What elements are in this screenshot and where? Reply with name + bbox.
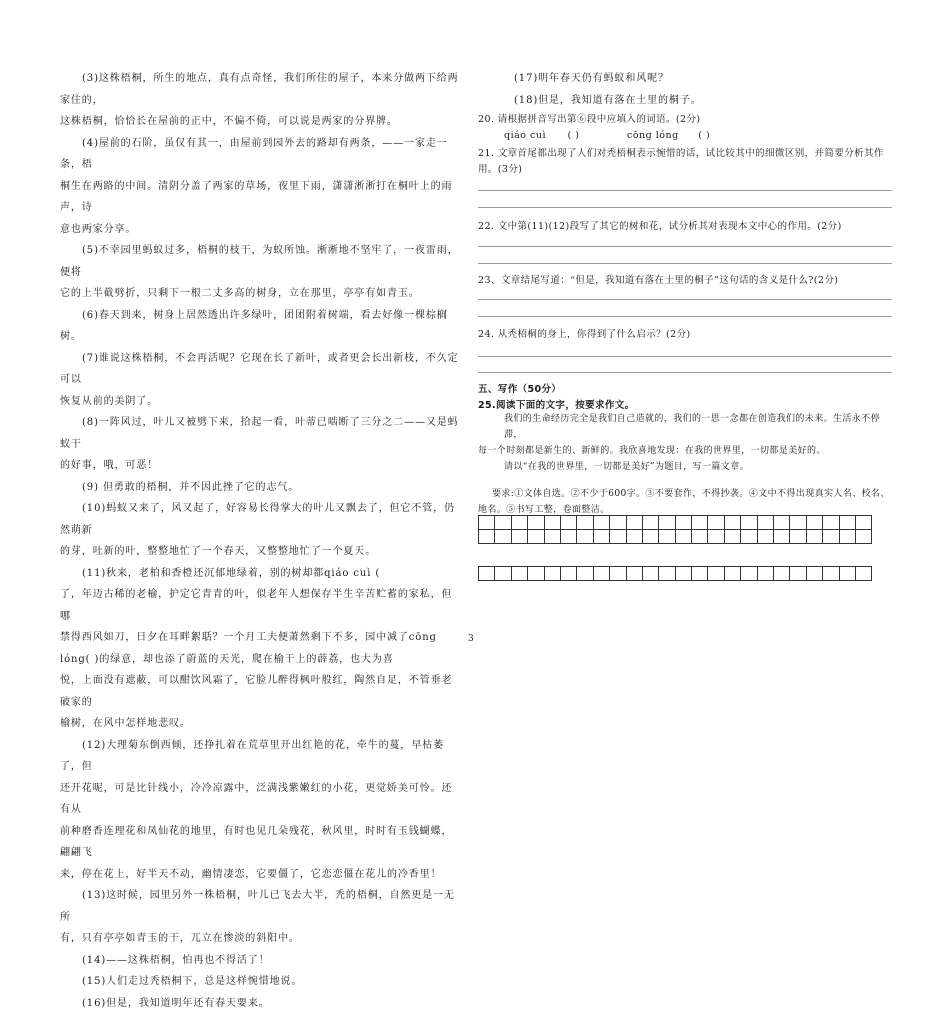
grid-cell[interactable] <box>823 516 839 530</box>
grid-cell[interactable] <box>774 567 790 581</box>
grid-cell[interactable] <box>495 516 511 530</box>
grid-cell[interactable] <box>659 516 675 530</box>
grid-cell[interactable] <box>692 516 708 530</box>
answer-line[interactable] <box>478 356 892 357</box>
grid-cell[interactable] <box>610 516 626 530</box>
answer-line[interactable] <box>478 299 892 300</box>
grid-cell[interactable] <box>790 530 806 544</box>
writing-requirement: 地名。⑤书写工整，卷面整洁。 <box>478 502 610 515</box>
grid-cell[interactable] <box>708 516 724 530</box>
grid-cell[interactable] <box>528 516 544 530</box>
answer-line[interactable] <box>478 263 892 264</box>
grid-cell[interactable] <box>724 530 740 544</box>
grid-cell[interactable] <box>675 530 691 544</box>
answer-blank-2[interactable]: ( ) <box>698 130 710 141</box>
grid-cell[interactable] <box>544 567 560 581</box>
writing-section-title: 五、写作（50分） <box>478 381 561 395</box>
grid-cell[interactable] <box>839 567 855 581</box>
grid-cell[interactable] <box>626 530 642 544</box>
grid-cell[interactable] <box>626 516 642 530</box>
paragraph-first-line: (6)春天到来，树身上居然透出许多绿叶，团团附着树端，看去好像一棵棕榈树。 <box>60 305 462 348</box>
grid-cell[interactable] <box>806 530 822 544</box>
paragraph-line: 前种磨香连理花和凤仙花的地里，有时也见几朵残花，秋风里，时时有玉钱蝴蝶，翩翩飞 <box>60 821 462 864</box>
answer-blank-1[interactable]: ( ) <box>568 130 580 141</box>
reading-passage-left <box>60 68 462 1014</box>
grid-cell[interactable] <box>479 530 495 544</box>
paragraph-line: 这株梧桐，恰恰长在屋前的正中，不偏不倚，可以说是两家的分界牌。 <box>60 111 462 133</box>
question-23: 23、文章结尾写道：“但是，我知道有落在土里的桐子”这句话的含义是什么?(2分) <box>478 272 838 286</box>
paragraph-first-line: (5)不幸园里蚂蚁过多，梧桐的枝干，为蚁所蚀。淅淅地不坚牢了，一夜雷雨，便将 <box>60 240 462 283</box>
grid-cell[interactable] <box>741 530 757 544</box>
grid-cell[interactable] <box>659 530 675 544</box>
paragraph-line: lóng( )的绿意，却也添了蔚蓝的天光，爬在榆干上的薜荔，也大为喜 <box>60 649 462 671</box>
grid-cell[interactable] <box>560 516 576 530</box>
pinyin-2: cōng lóng <box>627 130 679 141</box>
grid-cell[interactable] <box>495 567 511 581</box>
paragraph-18: (18)但是，我知道有落在土里的桐子。 <box>514 90 894 112</box>
grid-cell[interactable] <box>774 516 790 530</box>
grid-cell[interactable] <box>479 516 495 530</box>
grid-cell[interactable] <box>855 567 871 581</box>
prompt-line: 请以“在我的世界里，一切都是美好”为题目，写一篇文章。 <box>478 459 896 475</box>
grid-cell[interactable] <box>839 516 855 530</box>
answer-line[interactable] <box>478 316 892 317</box>
paragraph-first-line: (3)这株梧桐，所生的地点，真有点奇怪，我们所住的屋子，本来分做两下给两家住的， <box>60 68 462 111</box>
paragraph-line: 的芽，吐新的叶，整整地忙了一个春天，又整整地忙了一个夏天。 <box>60 541 462 563</box>
grid-cell[interactable] <box>593 516 609 530</box>
question-22: 22. 文中第(11)(12)段写了其它的树和花，试分析其对表现本文中心的作用。(2分) <box>478 218 842 232</box>
grid-cell[interactable] <box>855 530 871 544</box>
grid-cell[interactable] <box>757 530 773 544</box>
paragraph-17: (17)明年春天仍有蚂蚁和风呢？ <box>514 68 894 90</box>
grid-cell[interactable] <box>659 567 675 581</box>
paragraph-first-line: (11)秋来，老柏和香橙还沉郁地绿着，别的树却都qiáo cuì ( <box>60 563 462 585</box>
paragraph-line: 了，年迈古稀的老榆，护定它青青的叶，似老年人想保存半生辛苦贮蓄的家私，但哪 <box>60 584 462 627</box>
paragraph-line: 桐生在两路的中间。清阴分盖了两家的草场，夜里下雨，潇潇淅淅打在桐叶上的雨声，诗 <box>60 176 462 219</box>
paragraph-first-line: (12)大理菊东倒西倾，还挣扎着在荒草里开出红艳的花，牵牛的蔓，早枯萎了，但 <box>60 735 462 778</box>
grid-cell[interactable] <box>495 530 511 544</box>
question-25-title: 25.阅读下面的文字，按要求作文。 <box>478 397 635 411</box>
grid-cell[interactable] <box>560 530 576 544</box>
grid-cell[interactable] <box>544 530 560 544</box>
grid-cell[interactable] <box>528 530 544 544</box>
grid-cell[interactable] <box>823 567 839 581</box>
grid-cell[interactable] <box>544 516 560 530</box>
grid-cell[interactable] <box>511 516 527 530</box>
grid-cell[interactable] <box>692 530 708 544</box>
prompt-line: 每一个时刻都是新生的、新鲜的。我欣喜地发现：在我的世界里，一切都是美好的。 <box>478 443 896 459</box>
grid-cell[interactable] <box>675 567 691 581</box>
grid-cell[interactable] <box>593 530 609 544</box>
grid-cell[interactable] <box>790 516 806 530</box>
passage-paragraphs <box>60 68 462 1014</box>
writing-prompt <box>478 411 896 475</box>
grid-row <box>479 567 872 581</box>
paragraph-line: 来，停在花上，好半天不动，幽情凄恋，它要僵了，它恋恋僵在花儿的冷香里！ <box>60 864 462 886</box>
grid-cell[interactable] <box>560 567 576 581</box>
grid-cell[interactable] <box>724 516 740 530</box>
paragraph-line: 它的上半截劈折，只剩下一根二丈多高的树身，立在那里，亭亭有如青玉。 <box>60 283 462 305</box>
question-20-pinyin-row <box>504 130 884 141</box>
question-24: 24. 从秃梧桐的身上，你得到了什么启示？(2分) <box>478 326 691 340</box>
paragraph-first-line: (10)蚂蚁又来了，风又起了，好容易长得掌大的叶儿又飘去了，但它不管，仍然萌新 <box>60 498 462 541</box>
paragraph-line: 还开花呢，可是比针线小，冷冷凉露中，泛满浅紫嫩红的小花，更觉娇美可怜。还有从 <box>60 778 462 821</box>
grid-cell[interactable] <box>577 530 593 544</box>
grid-cell[interactable] <box>724 567 740 581</box>
grid-cell[interactable] <box>642 530 658 544</box>
grid-cell[interactable] <box>642 516 658 530</box>
pinyin-1: qiáo cuì <box>504 130 546 141</box>
grid-cell[interactable] <box>741 516 757 530</box>
paragraph-first-line: (8)一阵风过，叶儿又被劈下来，拾起一看，叶蒂已啮断了三分之二——又是蚂蚁干 <box>60 412 462 455</box>
composition-grid[interactable] <box>478 566 872 581</box>
grid-cell[interactable] <box>528 567 544 581</box>
grid-cell[interactable] <box>708 567 724 581</box>
page-number: 3 <box>468 634 474 644</box>
paragraph-first-line: (16)但是，我知道明年还有春天要来。 <box>60 993 462 1014</box>
paragraph-line: 悦，上面没有遮蔽，可以酣饮风霜了，它脸儿醉得枫叶般红，陶然自足，不管垂老破家的 <box>60 670 462 713</box>
grid-cell[interactable] <box>855 516 871 530</box>
question-21: 21. 文章首尾都出现了人们对秃梧桐表示惋惜的话，试比较其中的细微区别，并简要分析其作用。(3分) <box>478 146 892 178</box>
grid-row <box>479 530 872 544</box>
grid-cell[interactable] <box>577 516 593 530</box>
grid-cell[interactable] <box>626 567 642 581</box>
grid-cell[interactable] <box>692 567 708 581</box>
grid-cell[interactable] <box>790 567 806 581</box>
answer-line[interactable] <box>478 372 892 373</box>
grid-cell[interactable] <box>511 567 527 581</box>
grid-cell[interactable] <box>577 567 593 581</box>
grid-cell[interactable] <box>823 530 839 544</box>
grid-cell[interactable] <box>839 530 855 544</box>
grid-cell[interactable] <box>675 516 691 530</box>
grid-cell[interactable] <box>806 567 822 581</box>
grid-cell[interactable] <box>708 530 724 544</box>
grid-cell[interactable] <box>642 567 658 581</box>
question-20: 20. 请根据拼音写出第⑥段中应填入的词语。(2分) <box>478 111 701 125</box>
grid-cell[interactable] <box>479 567 495 581</box>
grid-cell[interactable] <box>511 530 527 544</box>
grid-cell[interactable] <box>610 530 626 544</box>
composition-grid[interactable] <box>478 515 872 544</box>
paragraph-first-line: (4)屋前的石阶，虽仅有其一，由屋前到园外去的路却有两条，——一家走一条，梧 <box>60 133 462 176</box>
grid-cell[interactable] <box>757 567 773 581</box>
writing-requirement: 要求:①文体自选。②不少于600字。③不要套作，不得抄袭。④文中不得出现真实人名、校名、 <box>492 486 890 499</box>
paragraph-line: 有，只有亭亭如青玉的干，兀立在惨淡的斜阳中。 <box>60 928 462 950</box>
grid-cell[interactable] <box>806 516 822 530</box>
grid-cell[interactable] <box>741 567 757 581</box>
grid-row <box>479 516 872 530</box>
prompt-line: 我们的生命经历完全是我们自己造就的，我们的一思一念都在创造我们的未来。生活永不停滞， <box>478 411 896 443</box>
grid-cell[interactable] <box>774 530 790 544</box>
paragraph-first-line: (14)——这株梧桐，怕再也不得活了！ <box>60 950 462 972</box>
paragraph-line: 榆树，在风中怎样地悲叹。 <box>60 713 462 735</box>
paragraph-line: 恢复从前的美阴了。 <box>60 391 462 413</box>
answer-line[interactable] <box>478 207 892 208</box>
paragraph-line: 禁得西风如刀，日夕在耳畔絮聒？一个月工夫便萧然剩下不多，园中减了cōng <box>60 627 462 649</box>
grid-cell[interactable] <box>757 516 773 530</box>
paragraph-line: 意也两家分享。 <box>60 219 462 241</box>
grid-cell[interactable] <box>593 567 609 581</box>
answer-line[interactable] <box>478 190 892 191</box>
paragraph-first-line: (9) 但勇敢的梧桐，并不因此挫了它的志气。 <box>60 477 462 499</box>
paragraph-first-line: (15)人们走过秃梧桐下，总是这样惋惜地说。 <box>60 971 462 993</box>
passage-continued <box>514 68 894 111</box>
paragraph-line: 的好事，哦，可恶！ <box>60 455 462 477</box>
paragraph-first-line: (13)这时候，园里另外一株梧桐，叶儿已飞去大半，秃的梧桐，自然更是一无所 <box>60 885 462 928</box>
answer-line[interactable] <box>478 246 892 247</box>
grid-cell[interactable] <box>610 567 626 581</box>
paragraph-first-line: (7)谁说这株梧桐，不会再活呢？它现在长了新叶，或者更会长出新枝，不久定可以 <box>60 348 462 391</box>
